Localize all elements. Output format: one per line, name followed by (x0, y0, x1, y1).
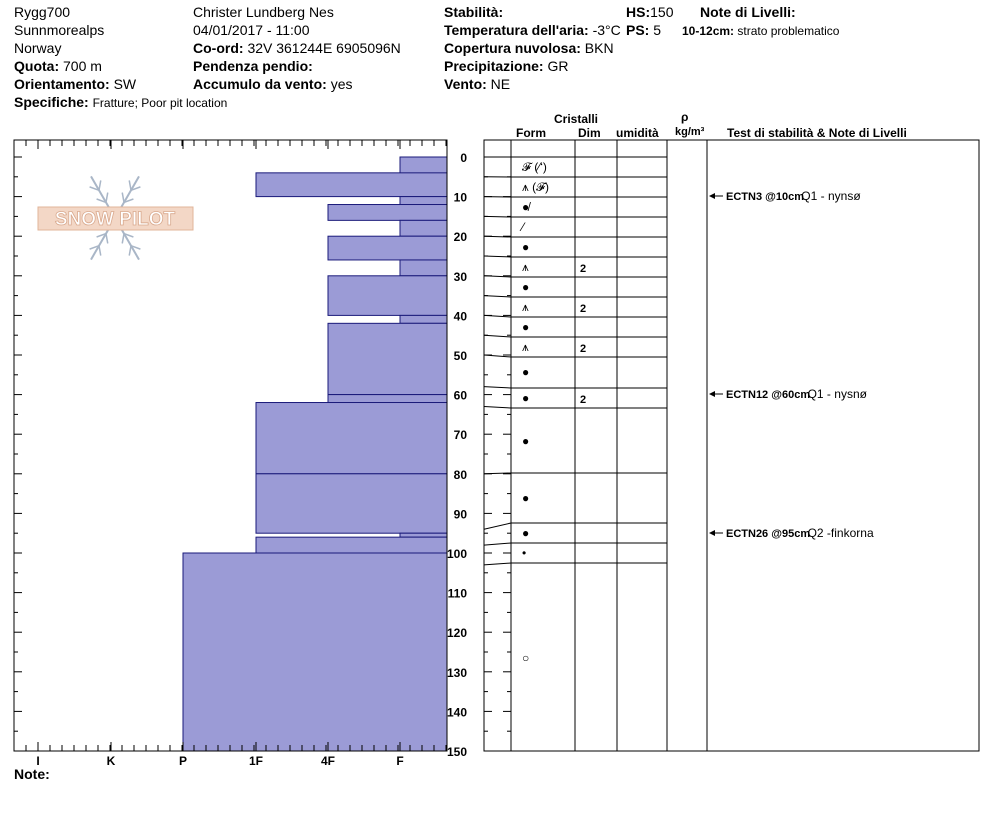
coord-row: Co-ord: 32V 361244E 6905096N (193, 40, 401, 56)
slope-row: Pendenza pendio: (193, 58, 313, 74)
logo-flake-branch (99, 180, 101, 190)
crystal-size: 2 (580, 343, 587, 355)
wind-row: Vento: NE (444, 76, 511, 92)
crystal-table-frame (484, 140, 979, 751)
crystal-form: 𝓕 (⁄‘) (522, 160, 547, 174)
crystal-form: ⁄ (522, 220, 525, 234)
depth-label: 50 (453, 349, 467, 363)
wind-loading-row: Accumulo da vento: yes (193, 76, 353, 92)
crystal-table (484, 140, 979, 751)
test-arrow (709, 193, 715, 199)
hardness-tick-label: I (36, 754, 40, 768)
layer-connector (484, 406, 511, 408)
air-temp-row: Temperatura dell'aria: -3°C (444, 22, 621, 38)
test-note: Q1 - nysnø (807, 387, 867, 401)
hardness-tick-label: 1F (248, 754, 264, 768)
layer-connector (484, 335, 511, 337)
depth-label: 80 (453, 467, 467, 482)
crystal-form: ● (522, 526, 530, 540)
layer-notes-title: Note di Livelli: (700, 4, 796, 20)
crystal-form: ⩚ (522, 300, 529, 314)
layer-connector (484, 387, 511, 388)
hardness-bar (400, 260, 447, 276)
crystal-size: 2 (580, 394, 587, 406)
hardness-bar (400, 315, 447, 323)
hs-row: HS:150 (626, 4, 674, 20)
test-code: ECTN3 @10cm (726, 191, 804, 203)
depth-label: 130 (446, 665, 467, 680)
test-note: Q2 -finkorna (807, 526, 874, 540)
crystal-form: ⩚ (522, 340, 529, 354)
depth-label: 30 (453, 269, 467, 284)
hardness-bar (328, 395, 447, 403)
test-arrow (709, 530, 715, 536)
logo-flake-branch (99, 246, 101, 256)
country: Norway (14, 40, 62, 56)
hardness-tick-label: 4F (320, 754, 336, 768)
depth-label: 40 (453, 309, 467, 324)
sky-row: Copertura nuvolosa: BKN (444, 40, 614, 56)
crystal-form: ⩚ (522, 260, 529, 274)
crystal-form: ⩚ (𝓕) (522, 180, 549, 194)
crystal-form: ● (522, 391, 530, 405)
stability-notes-header: Test di stabilità & Note di Livelli (727, 126, 907, 140)
logo-text: SNOW PILOT (54, 209, 176, 230)
logo-flake-branch (129, 180, 131, 190)
density-unit: kg/m³ (675, 126, 705, 138)
crystal-form: ● (522, 280, 530, 294)
depth-label: 60 (453, 388, 467, 403)
moisture-header: umidità (616, 126, 659, 140)
hardness-bar (400, 197, 447, 205)
logo-flake-branch (122, 234, 124, 244)
test-code: ECTN26 @95cm (726, 528, 811, 540)
crystal-form: ● (522, 320, 530, 334)
aspect-row: Orientamento: SW (14, 76, 137, 92)
crystal-size: 2 (580, 263, 587, 275)
crystal-size: 2 (580, 303, 587, 315)
crystal-form: ● (522, 240, 530, 254)
hardness-bar (256, 173, 447, 197)
hardness-bar (183, 553, 447, 751)
depth-label: 110 (447, 586, 467, 601)
size-header: Dim (578, 126, 601, 140)
ps-row: PS: 5 (626, 22, 662, 38)
test-code: ECTN12 @60cm (726, 389, 811, 401)
test-arrow (709, 391, 715, 397)
crystal-form: ○ (522, 651, 530, 665)
layer-connector (484, 543, 511, 545)
specifics-row: Specifiche: Fratture; Poor pit location (14, 94, 228, 110)
hardness-bar (256, 537, 447, 553)
logo-flake-branch (106, 234, 108, 244)
depth-label: 100 (446, 547, 467, 561)
crystal-form: ● (522, 434, 530, 448)
stability-tests (709, 189, 874, 540)
depth-label: 120 (446, 626, 467, 641)
hardness-bars (183, 157, 447, 751)
logo-flake-branch (129, 246, 131, 256)
pit-name: Rygg700 (14, 4, 71, 20)
hardness-bar (328, 276, 447, 316)
datetime: 04/01/2017 - 11:00 (193, 22, 310, 38)
hardness-tick-label: F (396, 754, 404, 768)
depth-label: 140 (446, 705, 467, 720)
crystal-form: ● (522, 365, 530, 379)
logo-flake-branch (122, 193, 124, 203)
crystal-form: • (522, 546, 527, 560)
hardness-bar (400, 533, 447, 537)
stability-row: Stabilità: (444, 4, 504, 20)
hardness-bar (328, 236, 447, 260)
layer-note: 10-12cm: strato problematico (682, 24, 840, 38)
elevation-row: Quota: 700 m (14, 58, 102, 74)
crystal-form: ● (522, 491, 530, 505)
layer-connector (484, 256, 511, 257)
notes-label: Note: (14, 766, 50, 782)
depth-label: 90 (453, 507, 467, 522)
layer-connector (484, 563, 511, 565)
crystal-form: ●̸ (522, 200, 530, 214)
depth-label: 10 (453, 190, 467, 205)
test-note: Q1 - nynsø (801, 189, 861, 203)
logo-flake-branch (106, 193, 108, 203)
layer-connector (484, 216, 511, 217)
layer-connector (484, 296, 511, 297)
form-header: Form (516, 126, 546, 140)
depth-label: 20 (453, 230, 467, 245)
hardness-bar (328, 205, 447, 221)
hardness-bar (328, 323, 447, 394)
observer: Christer Lundberg Nes (193, 4, 334, 20)
crystals-header: Cristalli (554, 112, 599, 126)
depth-label: 150 (446, 745, 467, 759)
depth-label: 0 (460, 151, 467, 165)
precip-row: Precipitazione: GR (444, 58, 569, 74)
density-symbol: ρ (681, 110, 689, 124)
range: Sunnmorealps (14, 22, 105, 38)
hardness-tick-label: P (178, 754, 188, 768)
hardness-bar (256, 403, 447, 474)
hardness-bar (256, 474, 447, 533)
hardness-bar (400, 220, 447, 236)
layer-connector (484, 523, 511, 529)
depth-label: 70 (453, 428, 467, 443)
hardness-tick-label: K (106, 754, 116, 768)
snowpilot-logo (38, 176, 193, 259)
